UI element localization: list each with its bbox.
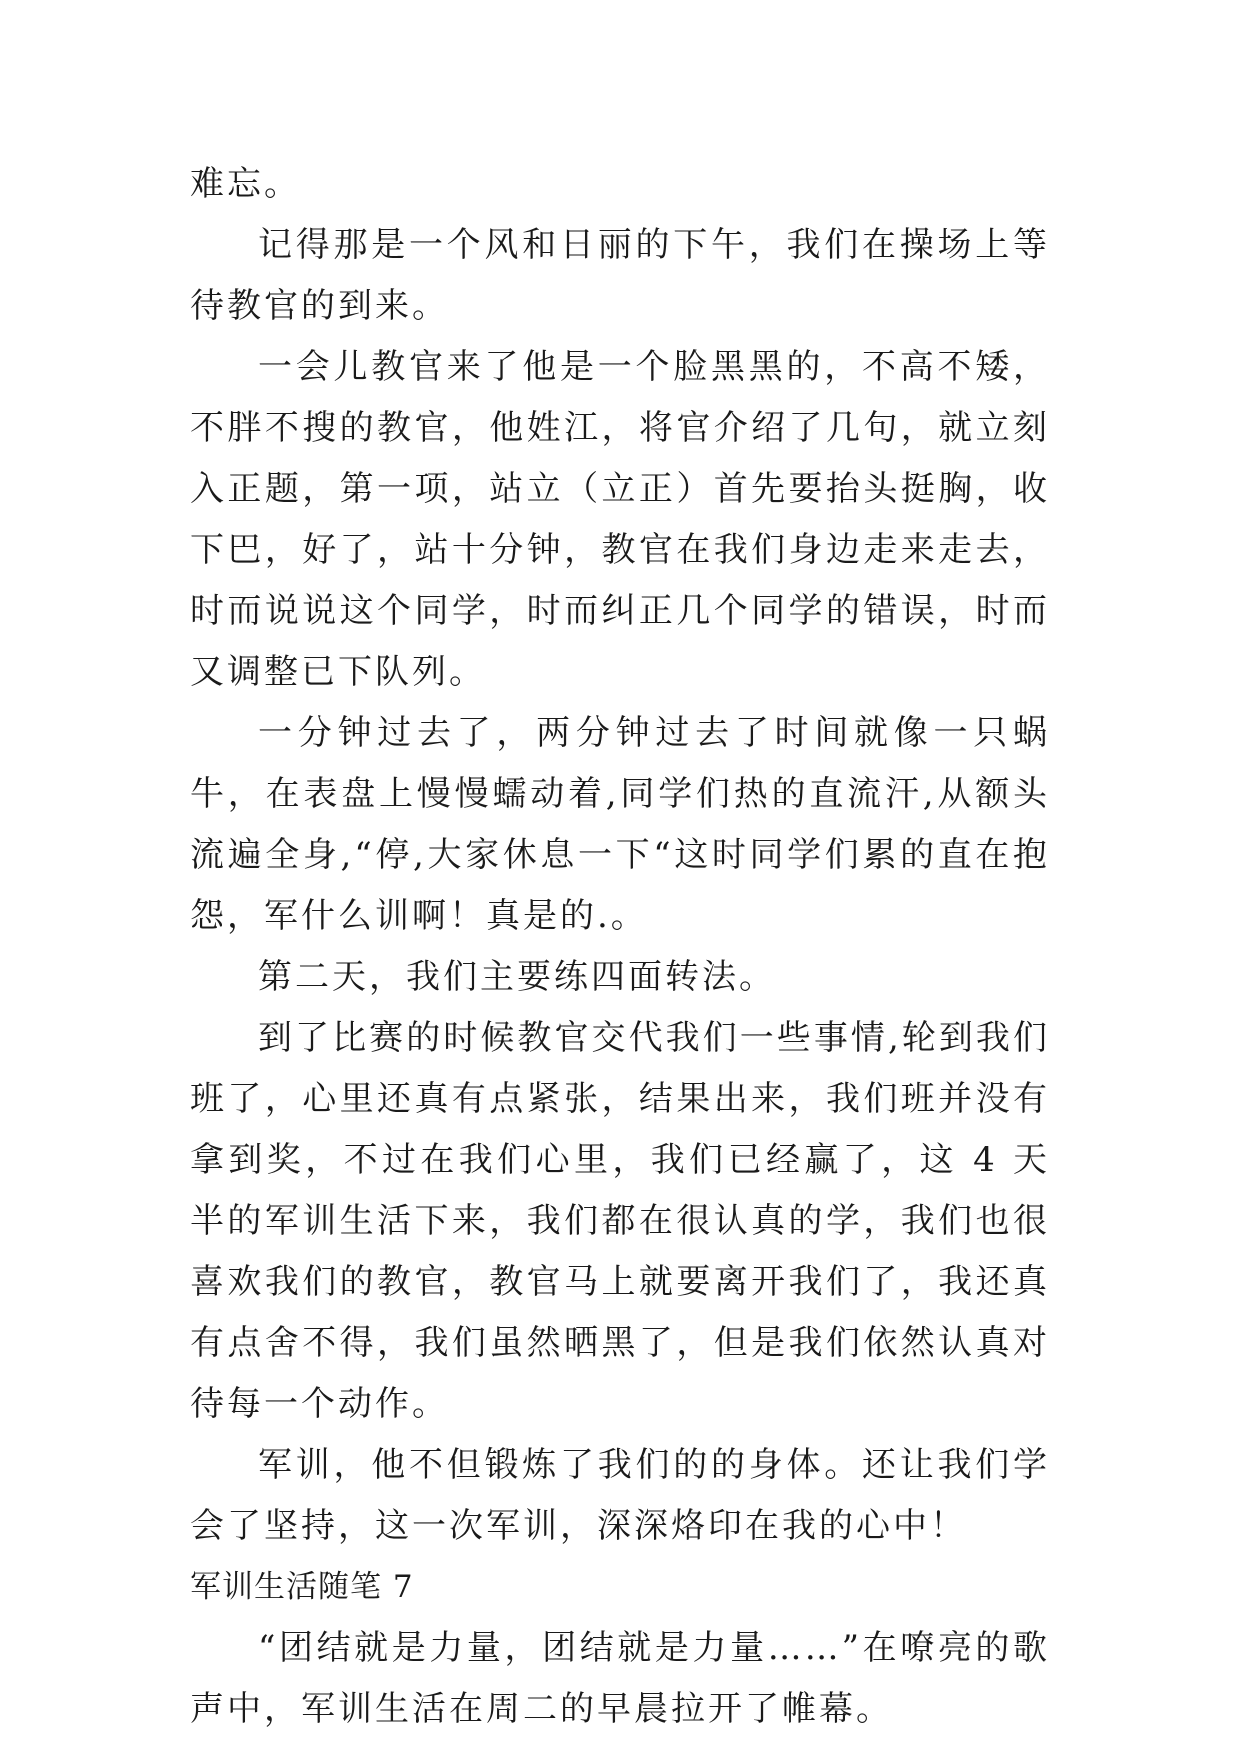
paragraph: 一分钟过去了，两分钟过去了时间就像一只蜗牛，在表盘上慢慢蠕动着,同学们热的直流汗,从额头流遍全身,“停,大家休息一下“这时同学们累的直在抱怨，军什么训啊！真是的.。 — [190, 713, 1050, 936]
paragraph: 军训，他不但锻炼了我们的的身体。还让我们学会了坚持，这一次军训，深深烙印在我的心中！ — [190, 1445, 1050, 1546]
paragraph: 第二天，我们主要练四面转法。 — [258, 957, 776, 997]
document-body — [190, 154, 1050, 1740]
paragraph: 记得那是一个风和日丽的下午，我们在操场上等待教官的到来。 — [190, 225, 1050, 326]
paragraph: 一会儿教官来了他是一个脸黑黑的，不高不矮，不胖不搜的教官，他姓江，将官介绍了几句，就立刻入正题，第一项，站立（立正）首先要抬头挺胸，收下巴，好了，站十分钟，教官在我们身边走来走去，时而说说这个同学，时而纠正几个同学的错误，时而又调整已下队列。 — [190, 347, 1050, 692]
paragraph-continued: 难忘。 — [190, 164, 301, 204]
paragraph: 到了比赛的时候教官交代我们一些事情,轮到我们班了，心里还真有点紧张，结果出来，我们班并没有拿到奖，不过在我们心里，我们已经赢了，这 4 天半的军训生活下来，我们都在很认真的学，我们也很喜欢我们的教官，教官马上就要离开我们了，我还真有点舍不得，我们虽然晒黑了，但是我们依然认真对待每一个动作。 — [190, 1018, 1050, 1424]
section-heading: 军训生活随笔 7 — [190, 1569, 414, 1605]
paragraph: “团结就是力量，团结就是力量……”在嘹亮的歌声中，军训生活在周二的早晨拉开了帷幕。 — [190, 1628, 1050, 1729]
